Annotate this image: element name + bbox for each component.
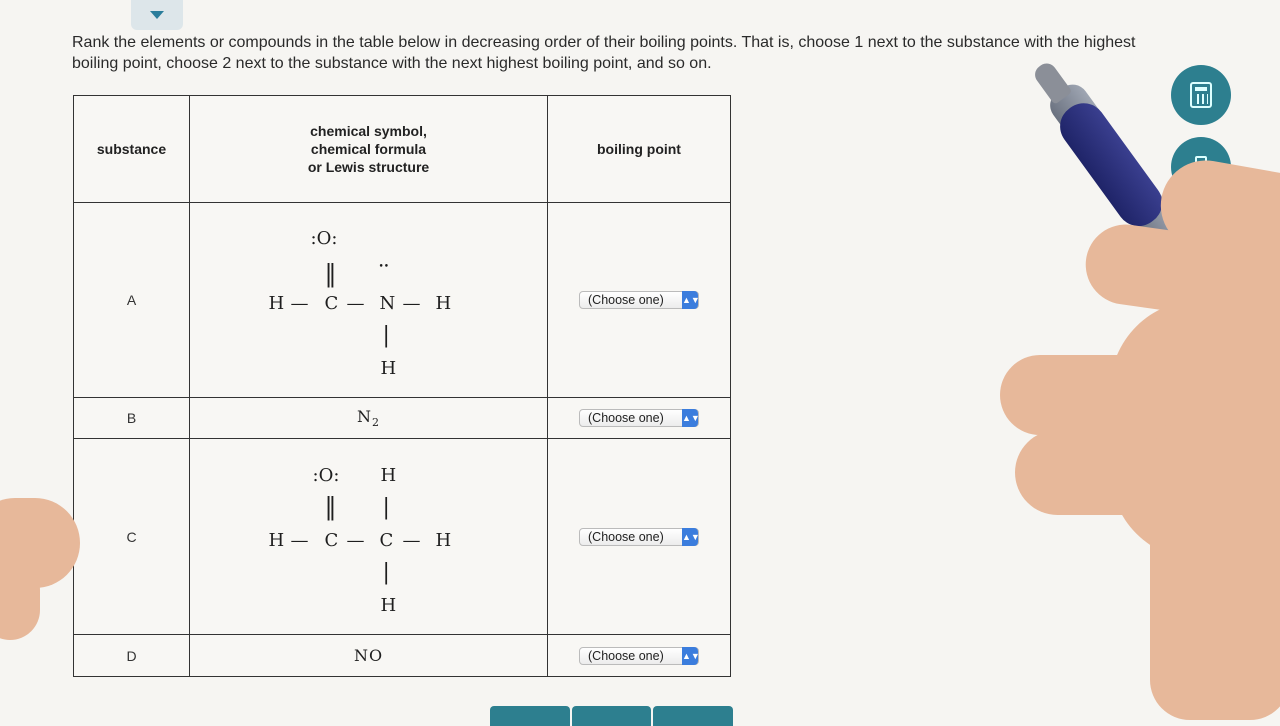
single-bond: —	[346, 293, 365, 314]
double-bond: ‖	[324, 492, 337, 521]
row-label: A	[74, 203, 190, 398]
boiling-point-cell	[548, 635, 731, 677]
carbon-atom: C	[324, 293, 339, 314]
chevron-down-icon	[150, 11, 164, 19]
boiling-point-cell	[548, 439, 731, 635]
updown-arrow-icon: ▲▼	[682, 409, 698, 427]
lewis-structure-c	[190, 439, 548, 635]
double-bond: ‖	[324, 260, 337, 288]
hydrogen-atom: H	[268, 293, 285, 314]
formula-cell-b	[190, 398, 548, 439]
select-value: (Choose one)	[588, 411, 664, 425]
calculator-button[interactable]	[1171, 65, 1231, 125]
updown-arrow-icon: ▲▼	[682, 291, 698, 309]
boiling-point-cell	[548, 203, 731, 398]
carbon-atom: C	[379, 529, 394, 551]
single-bond: —	[290, 293, 309, 314]
hydrogen-atom: H	[435, 529, 452, 551]
hydrogen-atom: H	[380, 594, 397, 616]
rank-select-a[interactable]	[579, 291, 699, 309]
rank-select-c[interactable]	[579, 528, 699, 546]
header-structure-line2: chemical formula	[310, 141, 427, 157]
select-value: (Choose one)	[588, 529, 664, 544]
action-button[interactable]	[490, 706, 570, 726]
hand-palm	[1150, 420, 1280, 720]
row-label: B	[74, 398, 190, 439]
updown-arrow-icon: ▲▼	[682, 647, 698, 665]
hydrogen-atom: H	[268, 529, 285, 551]
lone-pair: ••	[378, 262, 390, 272]
header-structure-line3: or Lewis structure	[307, 159, 430, 175]
header-substance: substance	[74, 96, 190, 203]
collapse-tab[interactable]	[131, 0, 183, 30]
carbon-atom: C	[324, 529, 339, 551]
hand-finger	[1000, 355, 1180, 435]
hydrogen-atom: H	[435, 293, 452, 314]
rank-select-b[interactable]	[579, 409, 699, 427]
row-label: D	[74, 635, 190, 677]
formula-subscript: 2	[372, 416, 380, 430]
single-bond: —	[402, 293, 421, 314]
updown-arrow-icon: ▲▼	[682, 528, 698, 546]
instructions-text: Rank the elements or compounds in the table below in decreasing order of their boiling points. That is, choose 1 next to the substance with the highest boiling point, choose 2 next to the substance with the next highest boiling point, and so on.	[72, 34, 1136, 72]
single-bond: |	[382, 559, 390, 585]
action-button[interactable]	[653, 706, 733, 726]
single-bond: —	[346, 529, 365, 551]
select-value: (Choose one)	[588, 648, 664, 663]
table-row	[74, 439, 731, 635]
single-bond: |	[382, 323, 390, 348]
table-row	[74, 203, 731, 398]
ranking-table	[73, 95, 731, 677]
rank-select-d[interactable]	[579, 647, 699, 665]
formula-no: NO	[353, 645, 384, 665]
header-structure	[190, 96, 548, 203]
formula-main: N	[357, 406, 372, 426]
formula-n2	[357, 406, 380, 430]
single-bond: |	[382, 494, 390, 520]
header-boiling-point: boiling point	[548, 96, 731, 203]
boiling-point-cell	[548, 398, 731, 439]
left-hand	[0, 560, 40, 640]
calculator-icon	[1190, 82, 1212, 108]
nitrogen-atom: N	[379, 293, 396, 314]
bottom-action-buttons	[490, 706, 733, 726]
table-row	[74, 635, 731, 677]
hydrogen-atom: H	[380, 358, 397, 379]
action-button[interactable]	[572, 706, 652, 726]
oxygen-atom: :O:	[312, 464, 340, 486]
lewis-structure-a	[190, 203, 548, 398]
pen-grip	[1051, 94, 1171, 234]
oxygen-atom: :O:	[310, 228, 338, 249]
single-bond: —	[290, 529, 309, 551]
single-bond: —	[402, 529, 421, 551]
hydrogen-atom: H	[380, 464, 397, 486]
header-structure-line1: chemical symbol,	[310, 123, 427, 139]
formula-cell-d	[190, 635, 548, 677]
row-label: C	[74, 439, 190, 635]
table-row	[74, 398, 731, 439]
select-value: (Choose one)	[588, 293, 664, 307]
